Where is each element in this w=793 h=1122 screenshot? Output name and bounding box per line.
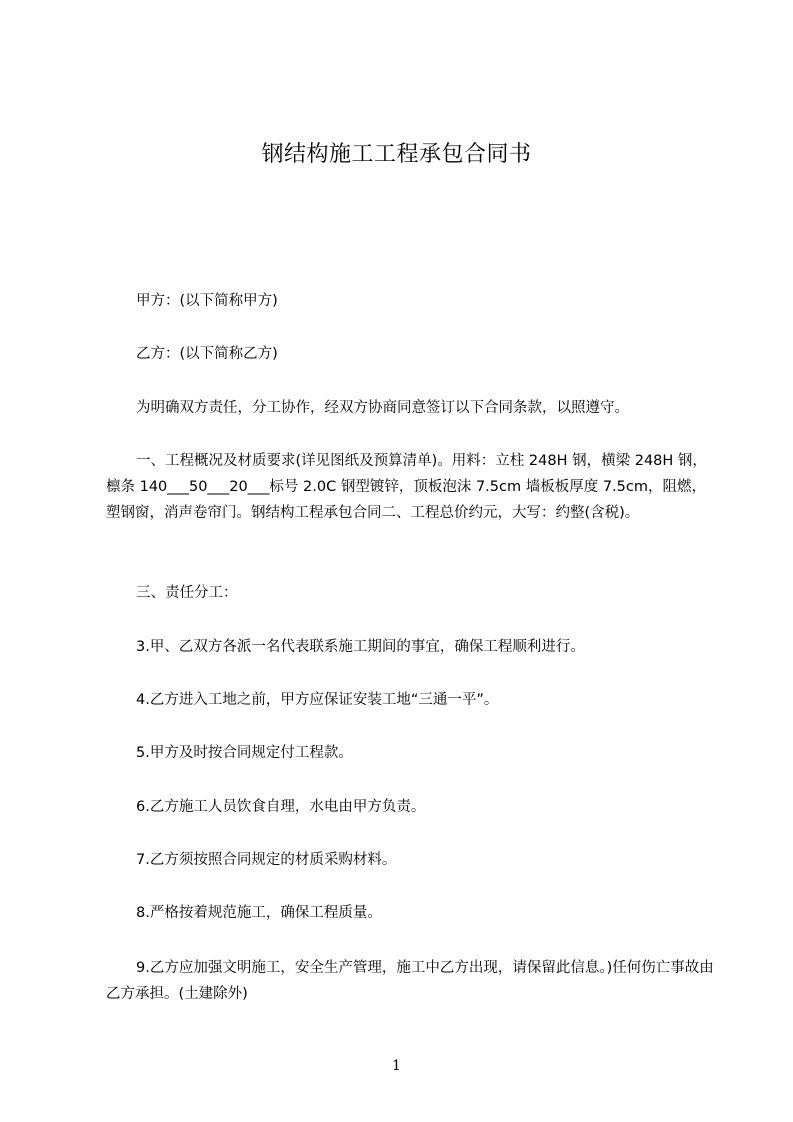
item-7-paragraph: 7.乙方须按照合同规定的材质采购材料。: [136, 852, 397, 868]
preamble-paragraph: 为明确双方责任，分工协作，经双方协商同意签订以下合同条款，以照遵守。: [136, 400, 629, 416]
document-title: 钢结构施工工程承包合同书: [261, 142, 532, 167]
item-6-paragraph: 6.乙方施工人员饮食自理，水电由甲方负责。: [136, 799, 426, 815]
clause-3-heading: 三、责任分工：: [136, 585, 238, 601]
page-number: 1: [392, 1058, 401, 1074]
item-9-paragraph: 9.乙方应加强文明施工，安全生产管理，施工中乙方出现，请保留此信息。)任何伤亡事故由乙方承担。(土建除外): [106, 960, 714, 1002]
item-8-paragraph: 8.严格按着规范施工，确保工程质量。: [136, 905, 382, 921]
item-5-paragraph: 5.甲方及时按合同规定付工程款。: [136, 745, 353, 761]
item-4-paragraph: 4.乙方进入工地之前，甲方应保证安装工地“三通一平”。: [136, 692, 499, 708]
party-b-line: 乙方：(以下简称乙方): [136, 346, 278, 362]
party-a-line: 甲方：(以下简称甲方): [136, 293, 278, 309]
clause-1-paragraph: 一、工程概况及材质要求(详见图纸及预算清单)。用料：立柱 248H 钢，横梁 248H 钢，檩条 140___50___20___标号 2.0C 钢型镀锌，顶板泡沫 7.5cm 墙板板厚度 7.5cm，阻燃，塑钢窗，消声卷帘门。钢结构工程承包合同二、工程总价约元，大写：约整(含税)。: [106, 453, 707, 521]
item-3-paragraph: 3.甲、乙双方各派一名代表联系施工期间的事宜，确保工程顺利进行。: [136, 639, 585, 655]
